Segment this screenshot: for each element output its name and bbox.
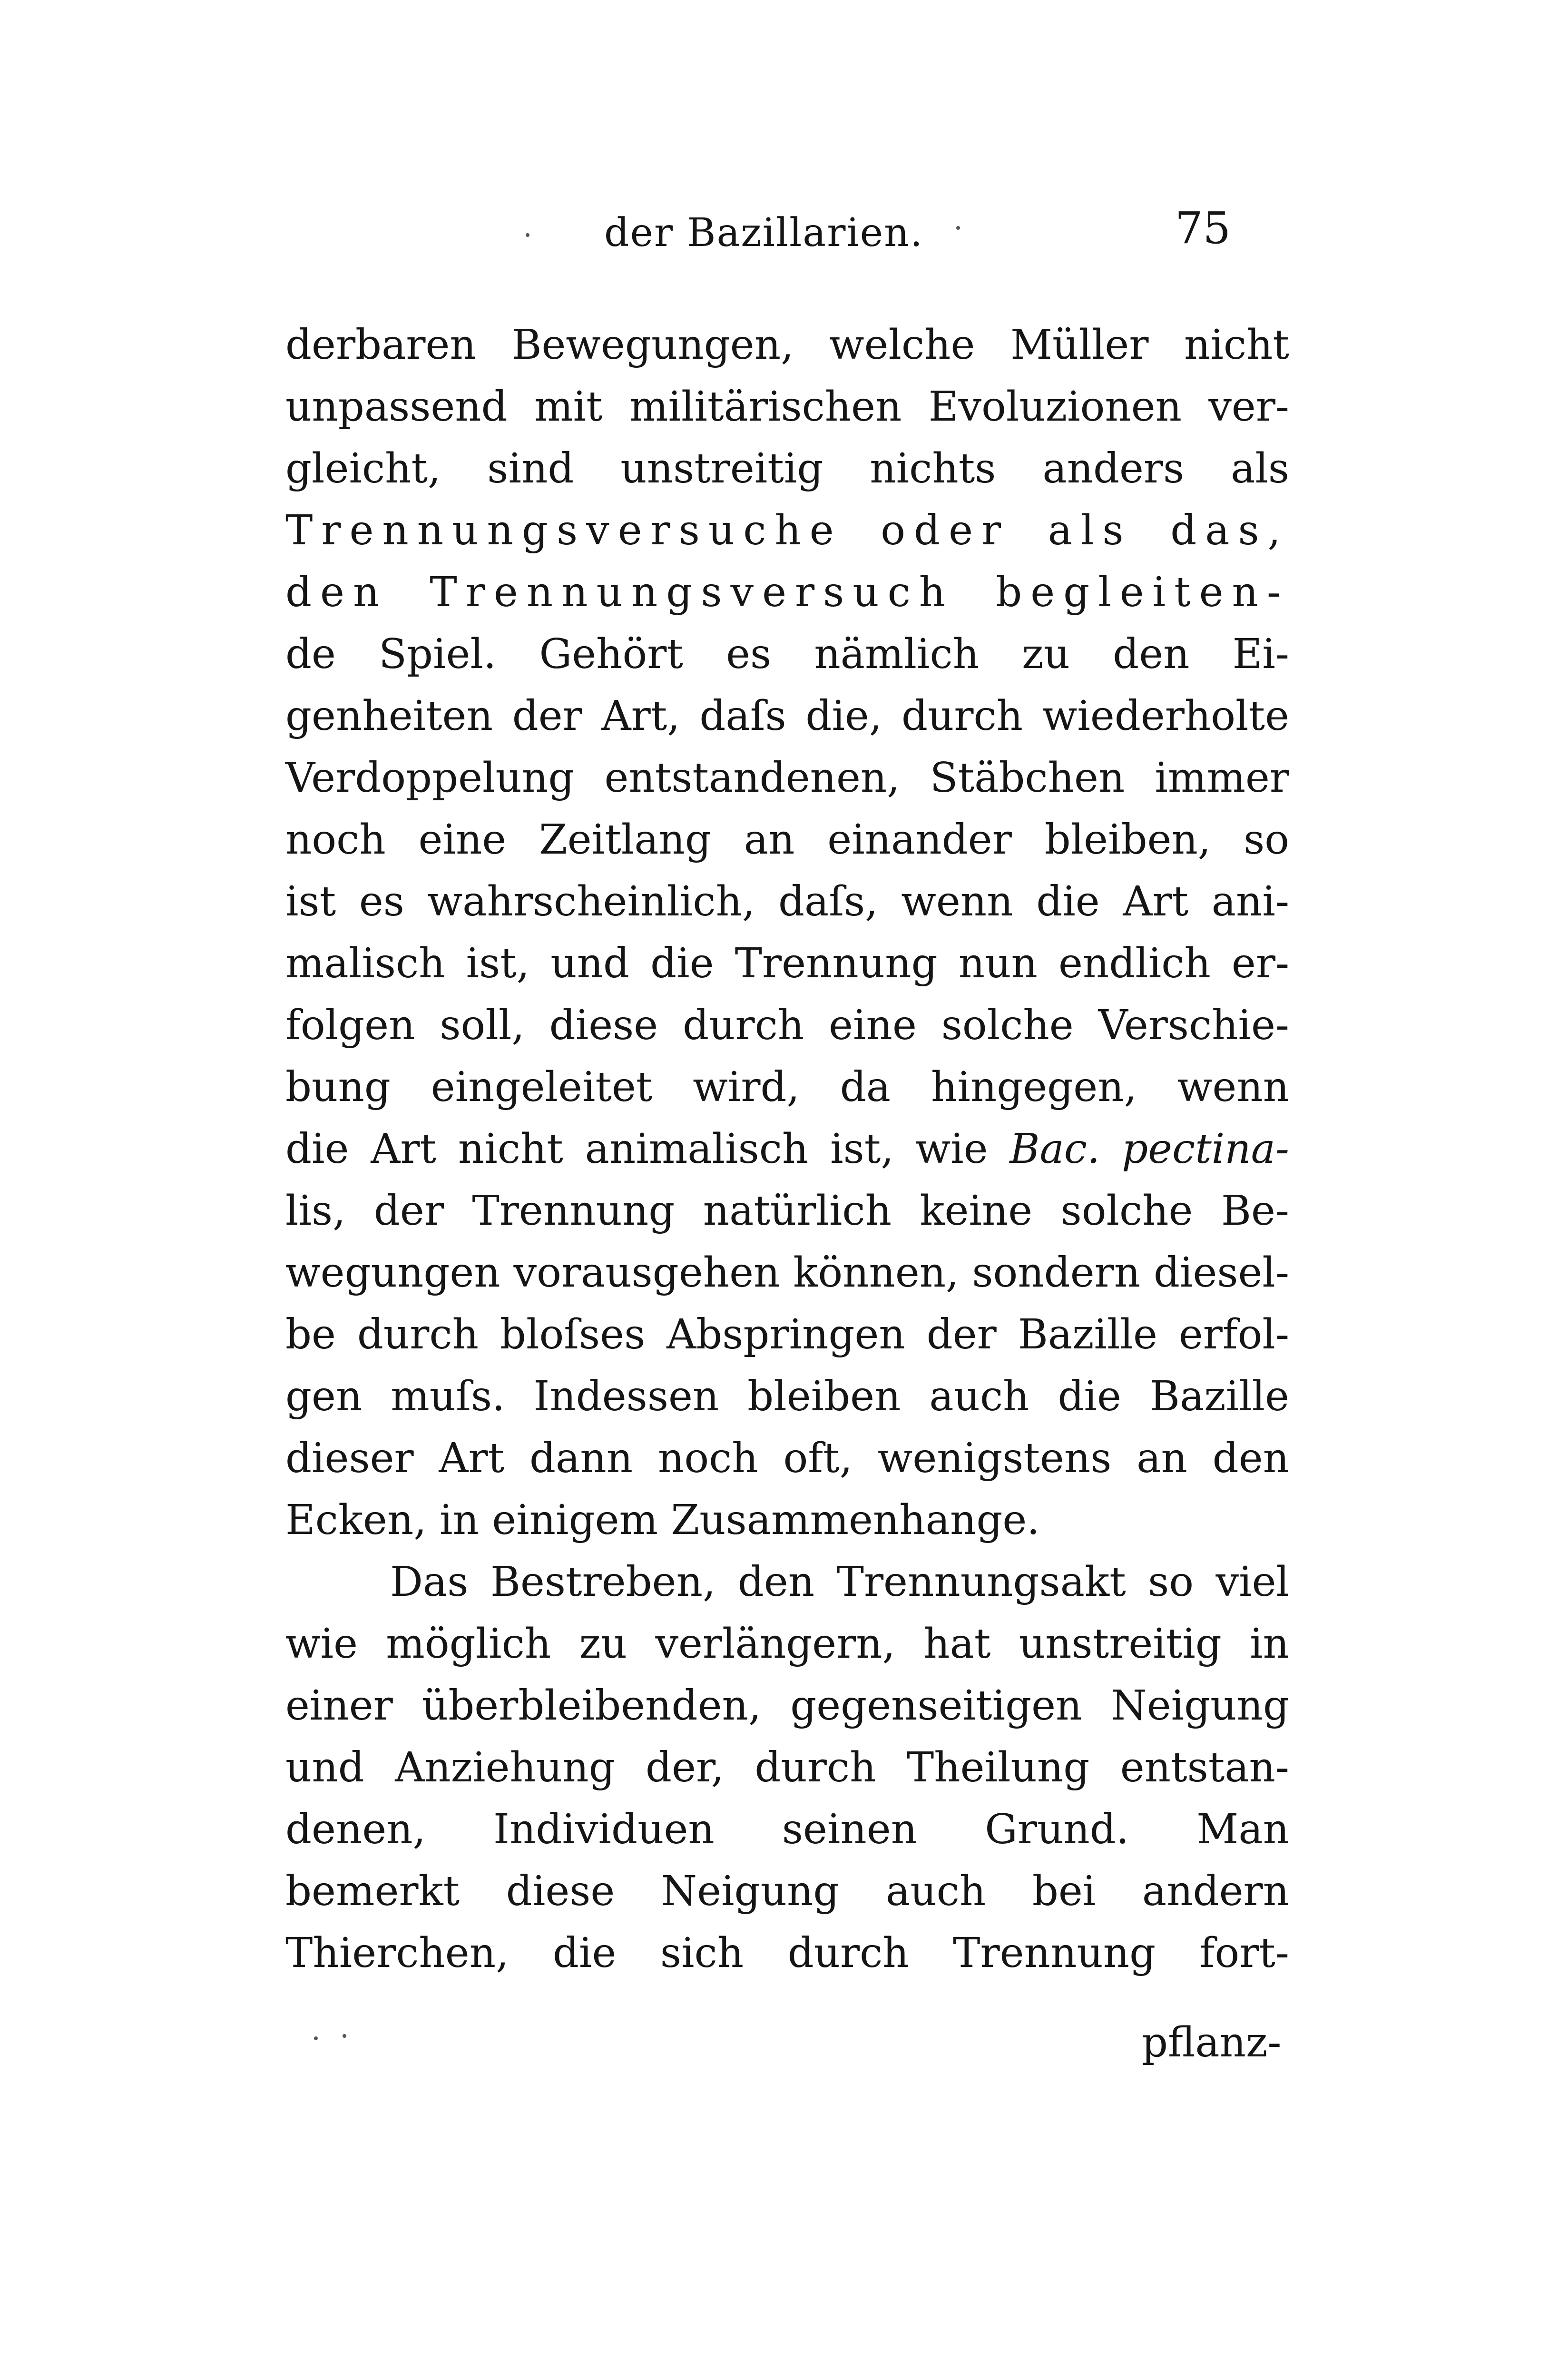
text-line: Trennungsversuche oder als das, — [285, 507, 1289, 554]
text-line: wie möglich zu verlängern, hat unstreitig in — [285, 1620, 1289, 1668]
text-line: derbaren Bewegungen, welche Müller nicht — [285, 321, 1289, 369]
catchword: pflanz- — [1142, 2019, 1282, 2066]
species-name: Bac. pectina- — [1009, 1125, 1289, 1173]
body-text — [285, 314, 1289, 1984]
print-speck — [526, 233, 529, 237]
text-line: malisch ist, und die Trennung nun endlich er- — [285, 940, 1289, 987]
paragraph-start-line: Das Bestreben, den Trennungsakt so viel — [390, 1558, 1289, 1606]
running-title: der Bazillarien. — [604, 210, 924, 256]
text-line: wegungen vorausgehen können, sondern diesel- — [285, 1249, 1289, 1297]
print-speck — [956, 226, 960, 230]
text-line: Verdoppelung entstandenen, Stäbchen immer — [285, 754, 1289, 802]
text-line-last: Ecken, in einigem Zusammenhange. — [285, 1496, 1040, 1544]
text-line: gen muſs. Indessen bleiben auch die Bazille — [285, 1373, 1289, 1420]
text-line: bung eingeleitet wird, da hingegen, wenn — [285, 1063, 1289, 1111]
text-line: ist es wahrscheinlich, daſs, wenn die Art ani- — [285, 878, 1289, 925]
text-line: lis, der Trennung natürlich keine solche Be- — [285, 1187, 1289, 1235]
text-line: be durch bloſses Abspringen der Bazille erfol- — [285, 1311, 1289, 1358]
text-line: denen, Individuen seinen Grund. Man — [285, 1806, 1289, 1853]
text-fragment: die Art nicht animalisch ist, wie — [285, 1125, 1010, 1173]
text-line-with-species — [285, 1118, 1289, 1180]
print-speck — [314, 2036, 318, 2040]
text-line: unpassend mit militärischen Evoluzionen ver- — [285, 383, 1289, 431]
text-line: und Anziehung der, durch Theilung entstan- — [285, 1744, 1289, 1791]
text-line: einer überbleibenden, gegenseitigen Neigung — [285, 1682, 1289, 1730]
text-line: gleicht, sind unstreitig nichts anders als — [285, 445, 1289, 492]
text-line: folgen soll, diese durch eine solche Verschie- — [285, 1002, 1289, 1049]
print-speck — [343, 2034, 346, 2038]
text-line: noch eine Zeitlang an einander bleiben, so — [285, 816, 1289, 864]
text-line: bemerkt diese Neigung auch bei andern — [285, 1868, 1289, 1915]
text-line: de Spiel. Gehört es nämlich zu den Ei- — [285, 630, 1289, 678]
page-number: 75 — [1175, 203, 1231, 254]
text-line: den Trennungsversuch begleiten- — [285, 569, 1289, 616]
text-line: genheiten der Art, daſs die, durch wiederholte — [285, 692, 1289, 740]
text-line: Thierchen, die sich durch Trennung fort- — [285, 1929, 1289, 1977]
text-line: dieser Art dann noch oft, wenigstens an den — [285, 1435, 1289, 1482]
